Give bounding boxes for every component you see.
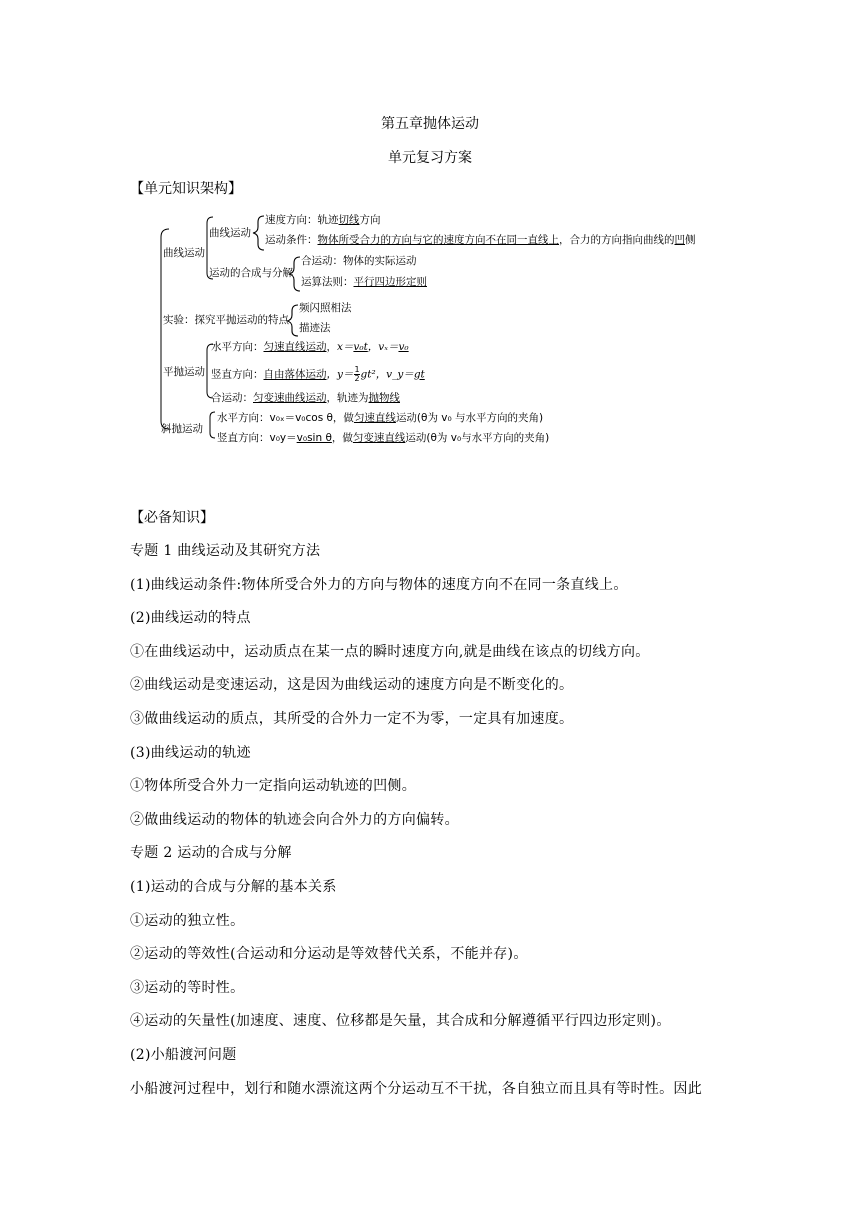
node-composition: 运动的合成与分解 — [209, 267, 293, 279]
node-ob-horizontal: 水平方向：v₀ₓ＝v₀cos θ，做匀速直线运动(θ为 v₀ 与水平方向的夹角) — [217, 412, 544, 424]
node-pj-resultant: 合运动：匀变速曲线运动，轨迹为抛物线 — [211, 392, 400, 404]
node-pj-vertical: 竖直方向：自由落体运动，y＝ $\frac{1}{2}$ gt²，v_y＝gt — [211, 365, 425, 383]
chapter-title: 第五章抛体运动 — [381, 116, 479, 132]
text-line: 专题 1 曲线运动及其研究方法 — [130, 543, 321, 559]
node-motion-condition: 运动条件：物体所受合力的方向与它的速度方向不在同一直线上，合力的方向指向曲线的凹侧 — [265, 234, 696, 246]
knowledge-heading: 【必备知识】 — [130, 510, 214, 526]
node-resultant-motion: 合运动：物体的实际运动 — [301, 255, 417, 267]
node-curve-motion: 曲线运动 — [163, 247, 205, 259]
text-line: ①运动的独立性。 — [130, 912, 245, 929]
text-line: (3)曲线运动的轨迹 — [130, 744, 251, 761]
text-line: ④运动的矢量性(加速度、速度、位移都是矢量，其合成和分解遵循平行四边形定则)。 — [130, 1013, 671, 1030]
text-line: (2)小船渡河问题 — [130, 1046, 237, 1063]
text-line: ①在曲线运动中，运动质点在某一点的瞬时速度方向,就是曲线在该点的切线方向。 — [130, 643, 650, 660]
node-ob-vertical: 竖直方向：v₀y＝v₀sin θ，做匀变速直线运动(θ为 v₀与水平方向的夹角) — [217, 432, 550, 444]
node-oblique: 斜抛运动 — [161, 423, 203, 435]
node-pj-horizontal: 水平方向：匀速直线运动，x＝v₀t，vₓ＝v₀ — [211, 341, 409, 353]
node-trace-method: 描迹法 — [299, 322, 331, 334]
node-strobe-photo: 频闪照相法 — [299, 302, 352, 314]
node-operation-rule: 运算法则：平行四边形定则 — [301, 276, 427, 288]
text-line: 专题 2 运动的合成与分解 — [130, 845, 292, 862]
text-line: ②运动的等效性(合运动和分运动是等效替代关系，不能并存)。 — [130, 946, 528, 963]
structure-heading: 【单元知识架构】 — [130, 181, 242, 197]
body-text — [130, 541, 735, 1112]
text-line: 小船渡河过程中，划行和随水漂流这两个分运动互不干扰，各自独立而且具有等时性。因此 — [130, 1080, 702, 1097]
page-subtitle: 单元复习方案 — [388, 150, 472, 166]
text-line: (2)曲线运动的特点 — [130, 610, 251, 627]
text-line: (1)曲线运动条件:物体所受合外力的方向与物体的速度方向不在同一条直线上。 — [130, 576, 628, 593]
node-curve-motion-sub: 曲线运动 — [209, 227, 251, 239]
text-line: ③运动的等时性。 — [130, 979, 245, 996]
node-velocity-direction: 速度方向：轨迹切线方向 — [265, 214, 381, 226]
knowledge-structure-diagram — [155, 207, 700, 452]
text-line: ②曲线运动是变速运动，这是因为曲线运动的速度方向是不断变化的。 — [130, 677, 574, 694]
node-experiment: 实验：探究平抛运动的特点 — [163, 314, 289, 326]
text-line: ①物体所受合外力一定指向运动轨迹的凹侧。 — [130, 778, 416, 795]
text-line: (1)运动的合成与分解的基本关系 — [130, 878, 337, 895]
text-line: ③做曲线运动的质点，其所受的合外力一定不为零，一定具有加速度。 — [130, 710, 574, 727]
text-line: ②做曲线运动的物体的轨迹会向合外力的方向偏转。 — [130, 811, 459, 828]
node-projectile: 平抛运动 — [163, 366, 205, 378]
fraction-one-half: $\frac{1}{2}$ — [354, 365, 360, 383]
